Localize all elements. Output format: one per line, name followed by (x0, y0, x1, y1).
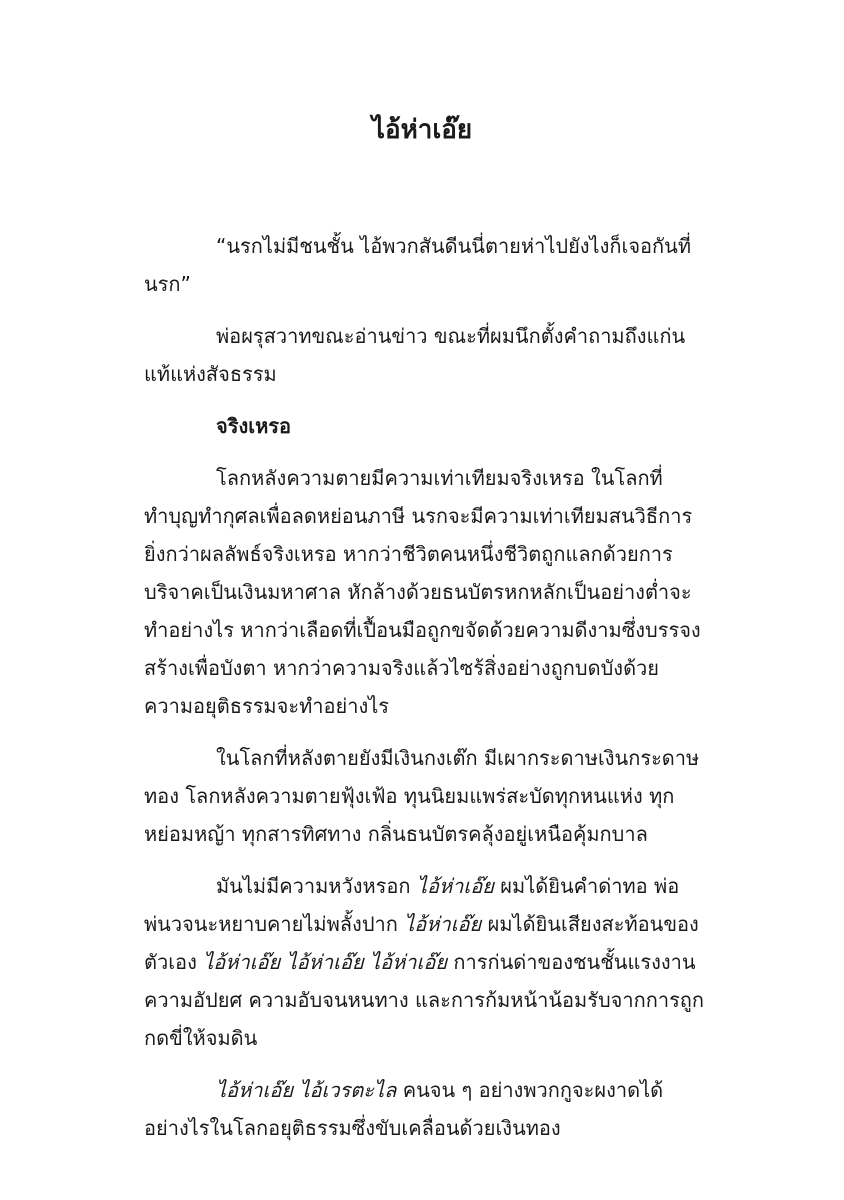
paragraph-3-line-5: ทำอย่างไร หากว่าเลือดที่เปื้อนมือถูกขจัดด้วยความดีงามซึ่งบรรจง (144, 618, 701, 642)
paragraph-5-line-1-text-a: มันไม่มีความหวังหรอก (216, 874, 417, 898)
paragraph-4-line-1: ในโลกที่หลังตายยังมีเงินกงเต๊ก มีเผากระดาษเงินกระดาษ (216, 746, 700, 770)
paragraph-6-line-1 (144, 1071, 704, 1109)
paragraph-3-line-7: ความอยุติธรรมจะทำอย่างไร (144, 694, 390, 718)
paragraph-5-line-2-text-a: พ่นวจนะหยาบคายไม่พลั้งปาก (144, 912, 405, 936)
paragraph-5-line-2-text-c: ผมได้ยินเสียงสะท้อนของ (481, 912, 699, 936)
document-body (144, 227, 704, 1161)
paragraph-2-line-1: พ่อผรุสวาทขณะอ่านข่าว ขณะที่ผมนึกตั้งคำถามถึงแก่น (216, 324, 686, 348)
paragraph-3-line-2: ทำบุญทำกุศลเพื่อลดหย่อนภาษี นรกจะมีความเท่าเทียมสนวิธีการ (144, 504, 693, 528)
paragraph-1-line-1: “นรกไม่มีชนชั้น ไอ้พวกสันดีนนี่ตายห่าไปยังไงก็เจอกันที่ (216, 234, 692, 258)
paragraph-5-line-1-text-c: ผมได้ยินคำด่าทอ พ่อ (493, 874, 680, 898)
paragraph-5-line-2-italic: ไอ้ห่าเอ๊ย (404, 912, 482, 936)
paragraph-5-line-1-italic: ไอ้ห่าเอ๊ย (416, 874, 494, 898)
paragraph-3-line-1: โลกหลังความตายมีความเท่าเทียมจริงเหรอ ในโลกที่ (216, 466, 663, 490)
paragraph-3-line-6: สร้างเพื่อบังตา หากว่าความจริงแล้วไซร้สิ่งอย่างถูกบดบังด้วย (144, 656, 659, 680)
paragraph-3-line-4: บริจาคเป็นเงินมหาศาล หักล้างด้วยธนบัตรหกหลักเป็นอย่างต่ำจะ (144, 580, 692, 604)
paragraph-5-line-5: กดขี่ให้จมดิน (144, 1026, 258, 1050)
paragraph-3-line-3: ยิ่งกว่าผลลัพธ์จริงเหรอ หากว่าชีวิตคนหนึ่งชีวิตถูกแลกด้วยการ (144, 542, 673, 566)
paragraph-6-line-1-italic: ไอ้ห่าเอ๊ย ไอ้เวรตะไล (216, 1078, 397, 1102)
paragraph-5-line-3-text-a: ตัวเอง (144, 950, 204, 974)
paragraph-4-line-3: หย่อมหญ้า ทุกสารทิศทาง กลิ่นธนบัตรคลุ้งอยู่เหนือคุ้มกบาล (144, 822, 648, 846)
paragraph-5-line-1 (144, 867, 704, 905)
paragraph-4 (144, 739, 704, 853)
paragraph-1-line-2: นรก” (144, 272, 191, 296)
paragraph-5-line-3-text-c: การก่นด่าของชนชั้นแรงงาน (447, 950, 696, 974)
paragraph-5-line-4: ความอัปยศ ความอับจนหนทาง และการก้มหน้าน้อมรับจากการถูก (144, 988, 705, 1012)
paragraph-6-line-1-text-b: คนจน ๆ อย่างพวกกูจะผงาดได้ (396, 1078, 664, 1102)
paragraph-5-line-3-italic: ไอ้ห่าเอ๊ย ไอ้ห่าเอ๊ย ไอ้ห่าเอ๊ย (203, 950, 448, 974)
paragraph-2-line-2: แท้แห่งสัจธรรม (144, 362, 277, 386)
section-heading: จริงเหรอ (216, 414, 291, 438)
paragraph-6-line-2: อย่างไรในโลกอยุติธรรมซึ่งขับเคลื่อนด้วยเงินทอง (144, 1116, 561, 1140)
paragraph-5 (144, 867, 704, 1057)
document-title: ไอ้ห่าเอ๊ย (371, 115, 473, 145)
paragraph-3 (144, 459, 704, 725)
paragraph-5-line-3 (144, 943, 704, 981)
paragraph-4-line-2: ทอง โลกหลังความตายฟุ้งเฟ้อ ทุนนิยมแพร่สะบัดทุกหนแห่ง ทุก (144, 784, 675, 808)
paragraph-6 (144, 1071, 704, 1147)
paragraph-1 (144, 227, 704, 303)
paragraph-5-line-2 (144, 905, 704, 943)
paragraph-2 (144, 317, 704, 393)
